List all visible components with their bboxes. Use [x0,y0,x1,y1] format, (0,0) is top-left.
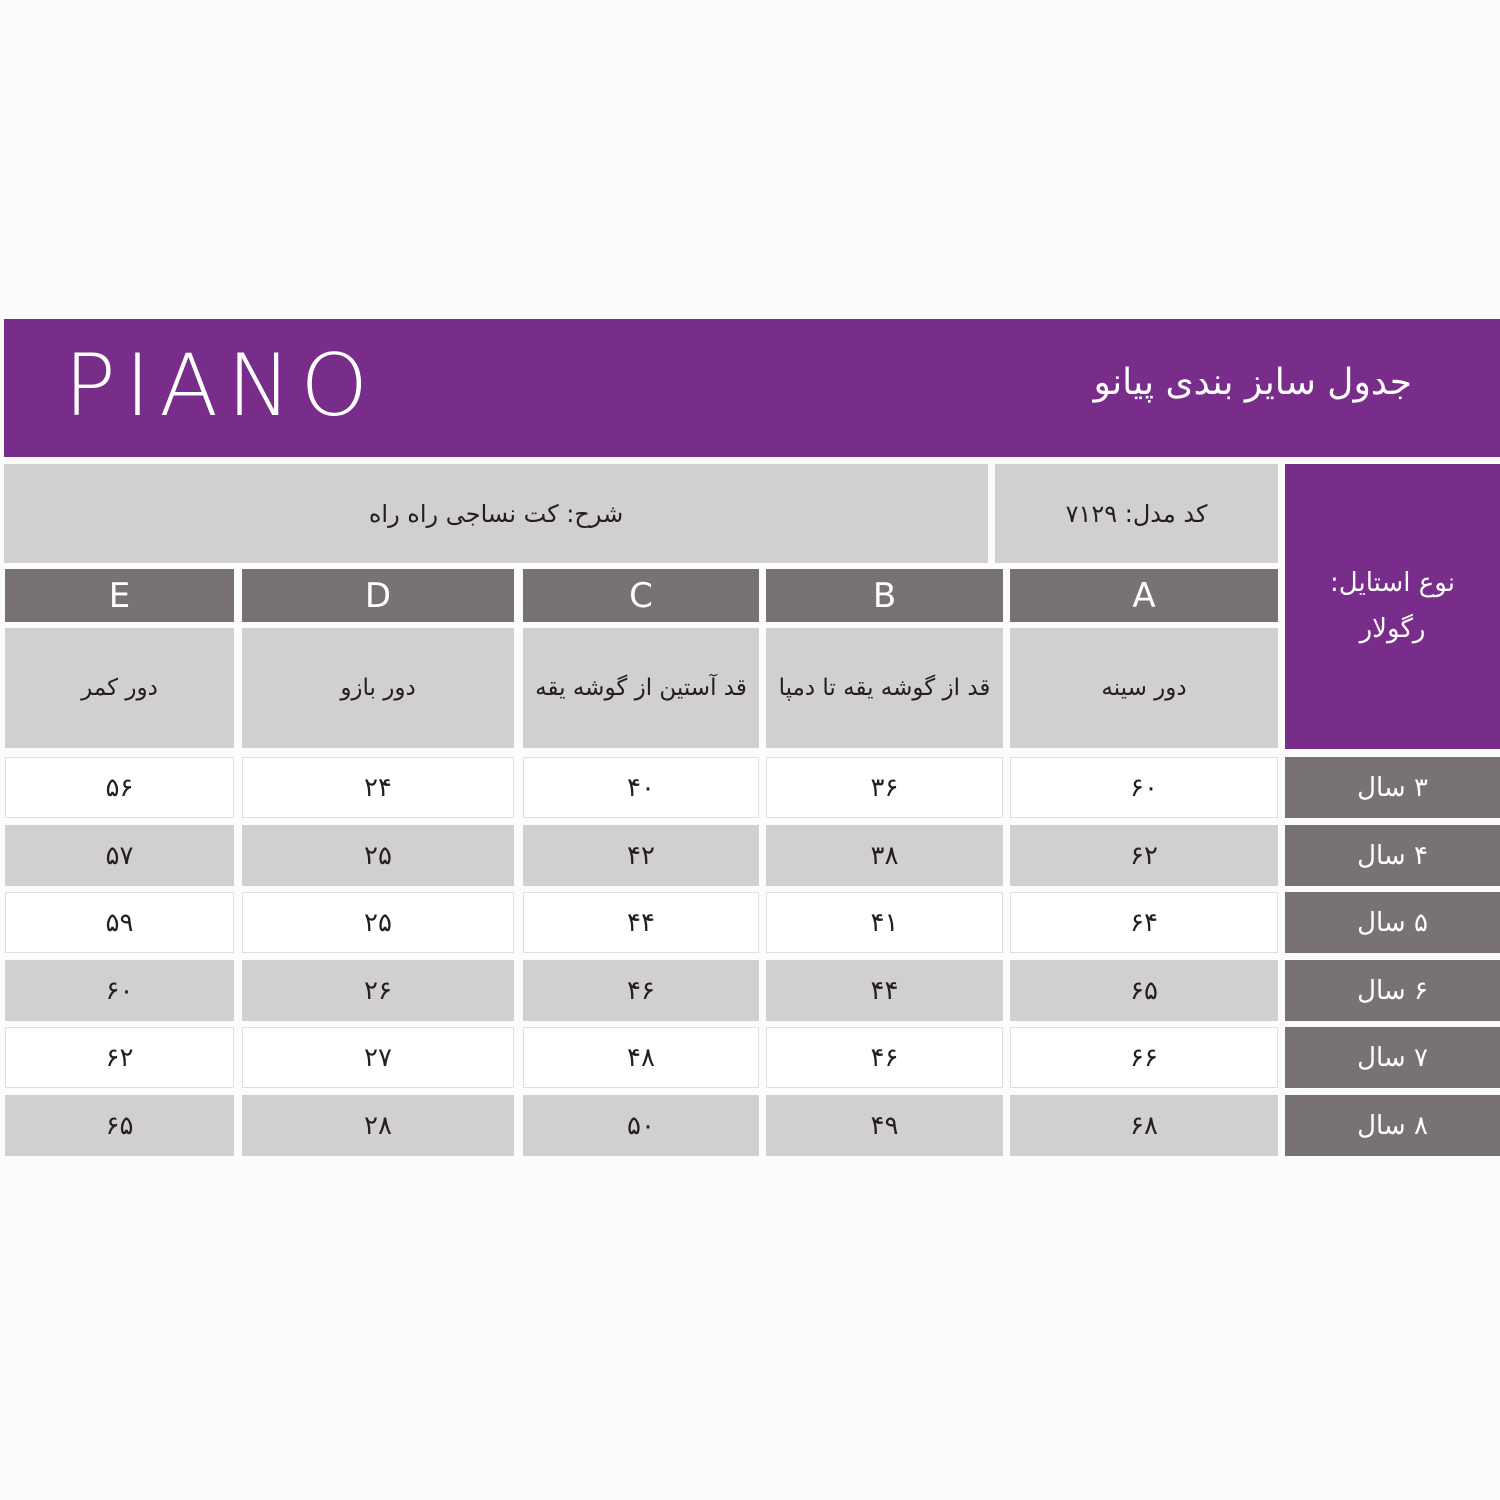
size-cell-c-text: ۴۲ [627,840,655,871]
style-type-box [1285,464,1500,749]
model-code-text: کد مدل: ۷۱۲۹ [1065,499,1208,528]
size-cell-e-text: ۵۷ [105,840,134,871]
column-name-d-text: دور بازو [340,675,416,701]
size-cell-b-text: ۳۸ [870,840,899,871]
column-letter-b [766,569,1003,622]
column-name-a [1010,628,1278,748]
brand-logo: PIANO [64,336,378,436]
size-cell-e-text: ۵۶ [105,772,134,803]
age-row-label [1285,757,1500,818]
size-cell-b [766,1095,1003,1156]
age-row-label-text: ۴ سال [1357,840,1428,871]
model-code-box [995,464,1278,563]
size-cell-b-text: ۴۶ [870,1042,899,1073]
size-cell-c-text: ۵۰ [627,1110,655,1141]
column-name-d [242,628,514,748]
size-cell-a-text: ۶۴ [1130,907,1158,938]
chart-title: جدول سایز بندی پیانو [1093,362,1412,403]
size-cell-d-text: ۲۴ [364,772,392,803]
age-row-label [1285,1027,1500,1088]
column-letter-c-text: C [629,575,653,616]
column-letter-b-text: B [872,575,897,616]
style-type-value: رگولار [1359,613,1426,644]
size-cell-c [523,757,759,818]
age-row-label-text: ۸ سال [1357,1110,1428,1141]
size-cell-d-text: ۲۸ [364,1110,392,1141]
column-letter-a-text: A [1132,575,1156,616]
size-cell-b [766,757,1003,818]
description-text: شرح: کت نساجی راه راه [368,499,624,528]
size-cell-a [1010,960,1278,1021]
size-cell-b-text: ۴۹ [870,1110,899,1141]
header-band [4,319,1500,457]
age-row-label [1285,892,1500,953]
size-cell-a-text: ۶۵ [1130,975,1158,1006]
size-cell-c-text: ۴۸ [627,1042,655,1073]
column-name-c [523,628,759,748]
size-cell-d-text: ۲۵ [364,907,392,938]
size-cell-b [766,825,1003,886]
column-name-e-text: دور کمر [81,675,158,701]
size-cell-e-text: ۶۲ [105,1042,134,1073]
column-letter-d-text: D [364,575,392,616]
size-cell-d [242,757,514,818]
column-letter-e [5,569,234,622]
size-cell-b [766,892,1003,953]
column-letter-a [1010,569,1278,622]
column-name-b-text: قد از گوشه یقه تا دمپا [778,675,991,701]
size-cell-c [523,960,759,1021]
size-cell-d [242,1027,514,1088]
size-cell-c [523,1027,759,1088]
size-cell-e-text: ۶۰ [105,975,134,1006]
size-cell-a-text: ۶۲ [1130,840,1158,871]
column-name-b [766,628,1003,748]
age-row-label-text: ۳ سال [1357,772,1428,803]
size-cell-c [523,892,759,953]
size-cell-a [1010,892,1278,953]
size-cell-d-text: ۲۷ [364,1042,392,1073]
size-cell-b [766,960,1003,1021]
size-cell-d [242,960,514,1021]
size-cell-a [1010,1027,1278,1088]
size-cell-e [5,1095,234,1156]
size-cell-a-text: ۶۸ [1130,1110,1158,1141]
size-cell-e [5,825,234,886]
size-cell-d-text: ۲۵ [364,840,392,871]
age-row-label [1285,1095,1500,1156]
size-cell-b [766,1027,1003,1088]
size-cell-c-text: ۴۶ [627,975,655,1006]
age-row-label-text: ۵ سال [1357,907,1428,938]
size-cell-e [5,892,234,953]
column-letter-e-text: E [108,575,131,616]
size-cell-d [242,825,514,886]
size-cell-e-text: ۶۵ [105,1110,134,1141]
size-cell-b-text: ۳۶ [870,772,899,803]
column-name-e [5,628,234,748]
size-cell-e [5,1027,234,1088]
column-name-a-text: دور سینه [1101,675,1187,701]
size-cell-d [242,1095,514,1156]
column-letter-c [523,569,759,622]
size-cell-c-text: ۴۰ [627,772,655,803]
size-cell-d-text: ۲۶ [364,975,392,1006]
style-type-label: نوع استایل: [1330,568,1455,598]
size-cell-a [1010,1095,1278,1156]
age-row-label-text: ۷ سال [1357,1042,1428,1073]
column-letter-d [242,569,514,622]
age-row-label-text: ۶ سال [1357,975,1428,1006]
description-box [4,464,988,563]
size-cell-c [523,1095,759,1156]
column-name-c-text: قد آستین از گوشه یقه [535,675,747,701]
age-row-label [1285,825,1500,886]
size-cell-d [242,892,514,953]
size-cell-a-text: ۶۰ [1130,772,1158,803]
size-cell-b-text: ۴۴ [870,975,899,1006]
size-cell-c [523,825,759,886]
age-row-label [1285,960,1500,1021]
size-cell-a [1010,757,1278,818]
size-cell-a [1010,825,1278,886]
size-cell-e [5,960,234,1021]
size-cell-e-text: ۵۹ [105,907,134,938]
size-cell-e [5,757,234,818]
size-cell-c-text: ۴۴ [627,907,655,938]
size-cell-b-text: ۴۱ [870,907,899,938]
size-cell-a-text: ۶۶ [1130,1042,1158,1073]
